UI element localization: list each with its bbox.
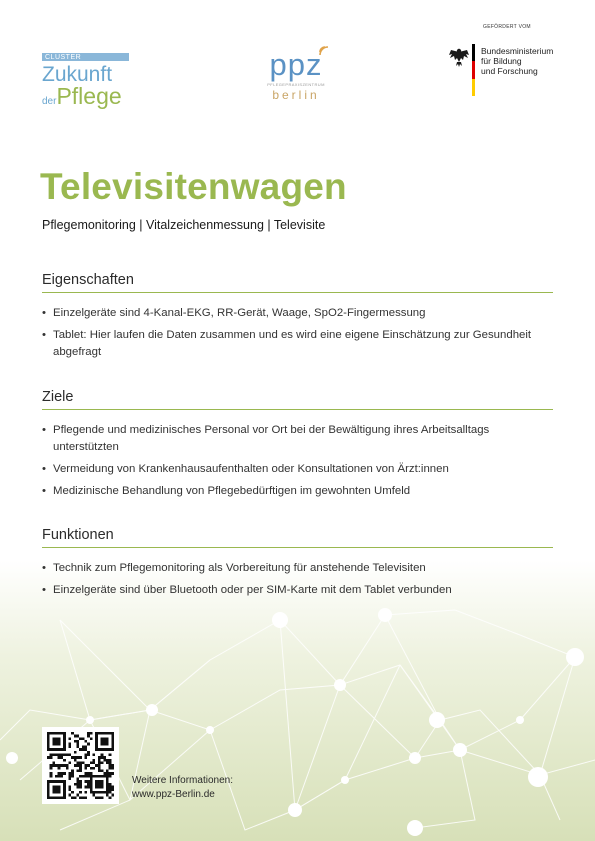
list-item: • Technik zum Pflegemonitoring als Vorbereitung für anstehende Televisiten [42, 560, 553, 577]
list-item: • Einzelgeräte sind über Bluetooth oder per SIM-Karte mit dem Tablet verbunden [42, 582, 553, 599]
section-heading: Eigenschaften [42, 272, 553, 293]
list-item: • Einzelgeräte sind 4-Kanal-EKG, RR-Gerät, Waage, SpO2-Fingermessung [42, 305, 553, 322]
qr-code[interactable] [42, 727, 119, 804]
bullet-list [42, 305, 553, 361]
signal-arc-icon [319, 46, 331, 56]
bmbf-body [448, 46, 568, 96]
cluster-der: der [42, 96, 57, 107]
cluster-zukunft-der-pflege-logo [42, 46, 132, 113]
funding-label: GEFÖRDERT VOM [483, 24, 531, 30]
section-heading: Ziele [42, 389, 553, 410]
list-item: • Pflegende und medizinisches Personal vor Ort bei der Bewältigung ihres Arbeitsalltags unterstützten [42, 422, 553, 456]
cluster-tag: CLUSTER [42, 53, 129, 61]
page-title: Televisitenwagen [40, 166, 347, 207]
section-eigenschaften [42, 272, 553, 366]
section-heading: Funktionen [42, 527, 553, 548]
list-item: • Tablet: Hier laufen die Daten zusammen und es wird eine eigene Einschätzung zur Gesundheit abgefragt [42, 327, 553, 361]
cluster-line1: Zukunft [42, 63, 113, 86]
bmbf-logo [448, 24, 568, 96]
page-subtitle: Pflegemonitoring | Vitalzeichenmessung | Televisite [42, 218, 326, 232]
section-ziele [42, 389, 553, 505]
german-flag-stripe [472, 44, 475, 96]
info-url-link[interactable]: www.ppz-Berlin.de [132, 789, 215, 800]
ppz-berlin-logo [259, 47, 333, 102]
ministry-line2: für Bildung [481, 56, 522, 66]
qr-code-icon [47, 732, 114, 799]
federal-eagle-icon [448, 46, 470, 68]
cluster-pflege: Pflege [56, 83, 122, 109]
ministry-line3: und Forschung [481, 66, 538, 76]
cluster-line2 [42, 85, 132, 113]
more-info [132, 774, 233, 802]
info-label: Weitere Informationen: [132, 775, 233, 786]
ppz-subline: PFLEGEPRAXISZENTRUM [267, 82, 325, 87]
bullet-list [42, 422, 553, 500]
ppz-wordmark [259, 47, 333, 82]
bullet-list [42, 560, 553, 599]
ministry-line1: Bundesministerium [481, 46, 554, 56]
list-item: • Vermeidung von Krankenhausaufenthalten oder Konsultationen von Ärzt:innen [42, 461, 553, 478]
ministry-name [481, 46, 553, 76]
list-item: • Medizinische Behandlung von Pflegebedürftigen im gewohnten Umfeld [42, 483, 553, 500]
ppz-city: berlin [272, 88, 320, 102]
ppz-word: ppz [269, 47, 323, 82]
section-funktionen [42, 527, 553, 604]
